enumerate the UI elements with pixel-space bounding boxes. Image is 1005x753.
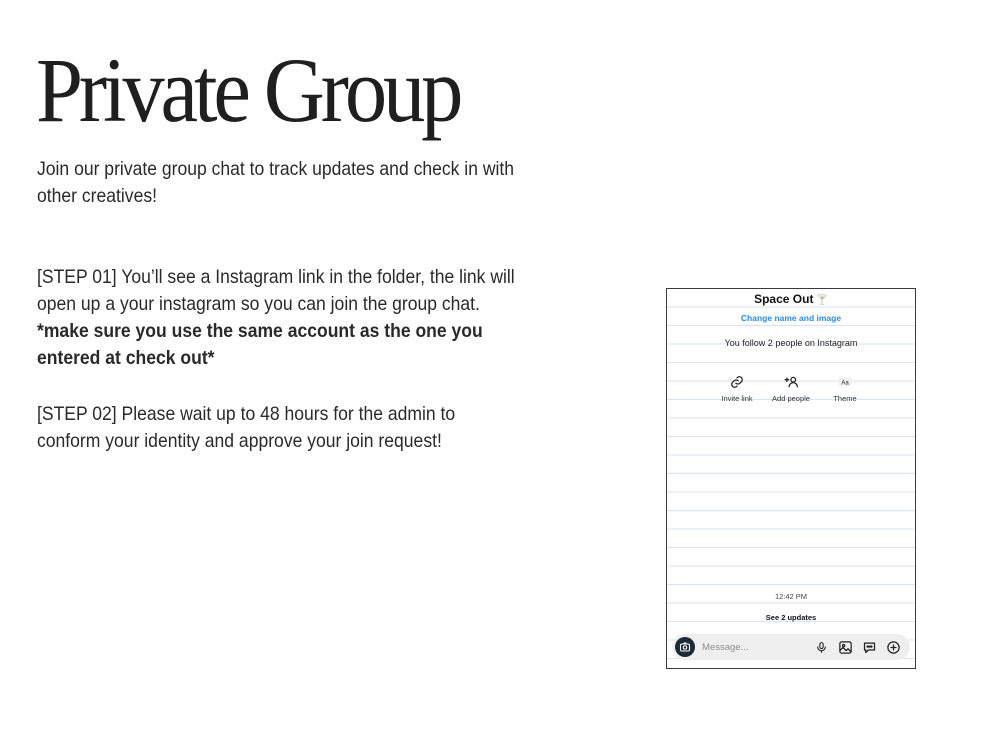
- action-label: Theme: [833, 394, 857, 403]
- add-people-button[interactable]: [765, 375, 817, 403]
- invite-link-button[interactable]: [711, 375, 763, 403]
- chat-name: Space Out: [754, 292, 814, 306]
- microphone-icon: [815, 640, 828, 655]
- chat-bubble-icon: [862, 640, 877, 655]
- plus-circle-icon: [886, 640, 901, 655]
- message-input[interactable]: Message...: [702, 641, 749, 653]
- group-chat-screenshot: [666, 288, 916, 669]
- link-icon: [730, 375, 744, 389]
- action-label: Invite link: [721, 394, 753, 403]
- follow-info: You follow 2 people on Instagram: [724, 338, 858, 348]
- camera-button[interactable]: [675, 637, 695, 657]
- message-timestamp: 12:42 PM: [774, 592, 808, 601]
- theme-icon: [837, 375, 853, 389]
- change-name-link[interactable]: Change name and image: [740, 313, 842, 323]
- step-01-note: *make sure you use the same account as the one you entered at check out*: [37, 320, 483, 369]
- theme-button[interactable]: [819, 375, 871, 403]
- sticker-button[interactable]: [861, 639, 878, 656]
- step-01: [37, 264, 523, 372]
- svg-text:Aa: Aa: [841, 380, 849, 387]
- step-01-text: [STEP 01] You’ll see a Instagram link in the folder, the link will open up a your instagram so you can join the group chat.: [37, 266, 515, 315]
- gallery-button[interactable]: [837, 639, 854, 656]
- camera-icon: [679, 641, 691, 653]
- action-label: Add people: [772, 394, 810, 403]
- image-icon: [838, 640, 853, 655]
- chat-title: [667, 292, 915, 306]
- page-title: Private Group: [36, 39, 460, 141]
- message-composer: [672, 634, 910, 660]
- intro-text: Join our private group chat to track updates and check in with other creatives!: [37, 158, 515, 207]
- add-person-icon: [784, 375, 799, 389]
- chat-actions: [711, 375, 871, 403]
- step-02-text: [STEP 02] Please wait up to 48 hours for the admin to conform your identity and approve your join request!: [37, 403, 456, 452]
- see-updates-link[interactable]: See 2 updates: [765, 613, 817, 622]
- microphone-button[interactable]: [813, 639, 830, 656]
- add-button[interactable]: [885, 639, 902, 656]
- cocktail-icon: 🍸: [815, 295, 828, 306]
